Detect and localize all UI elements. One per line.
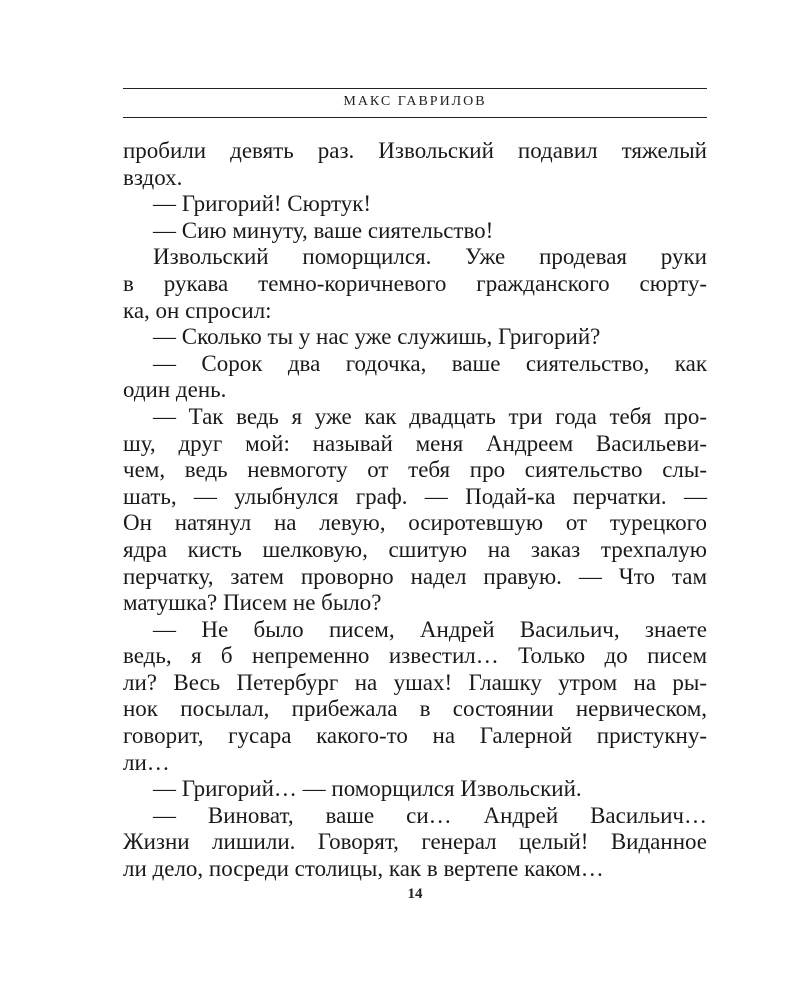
text-line: шать, — улыбнулся граф. — Подай-ка перчатки. — (123, 483, 707, 509)
text-line: пробили девять раз. Извольский подавил тяжелый (123, 138, 707, 163)
text-line: перчатку, затем проворно надел правую. — Что там (123, 563, 707, 589)
header-rule-top (123, 88, 707, 89)
text-line: шу, друг мой: называй меня Андреем Васильеви- (123, 430, 707, 456)
page-number: 14 (407, 886, 423, 902)
text-line: вздох. (123, 164, 183, 190)
text-line: — Виноват, ваше си… Андрей Васильич… (153, 802, 707, 828)
body-text (123, 138, 707, 883)
text-line: ка, он спросил: (123, 297, 272, 323)
text-line: ядра кисть шелковую, сшитую на заказ трехпалую (123, 536, 707, 562)
running-head: МАКС ГАВРИЛОВ (343, 94, 487, 109)
text-line: — Не было писем, Андрей Васильич, знаете (153, 616, 707, 642)
text-line: ли дело, посреди столицы, как в вертепе каком… (123, 856, 604, 882)
header-rule-bottom (123, 117, 707, 118)
text-line: в рукава темно-коричневого гражданского сюрту- (123, 270, 707, 296)
text-line: — Сорок два годочка, ваше сиятельство, как (153, 350, 707, 376)
text-line: матушка? Писем не было? (123, 590, 382, 616)
text-line: — Сколько ты у нас уже служишь, Григорий? (153, 324, 601, 350)
text-line: — Григорий! Сюртук! (153, 191, 372, 217)
text-line: говорит, гусара какого-то на Галерной пристукну- (123, 723, 707, 749)
text-line: Извольский поморщился. Уже продевая руки (153, 244, 707, 270)
text-line: Он натянул на левую, осиротевшую от турецкого (123, 510, 707, 536)
text-line: один день. (123, 377, 227, 403)
text-line: — Григорий… — поморщился Извольский. (153, 776, 582, 802)
text-line: ли? Весь Петербург на ушах! Глашку утром на ры- (123, 669, 707, 695)
text-line: — Сию минуту, ваше сиятельство! (153, 217, 494, 243)
text-line: нок посылал, прибежала в состоянии нервическом, (123, 696, 707, 722)
text-line: ли… (123, 749, 170, 775)
text-line: ведь, я б непременно известил… Только до писем (123, 643, 707, 669)
text-line: чем, ведь невмоготу от тебя про сиятельство слы- (123, 457, 707, 483)
text-line: — Так ведь я уже как двадцать три года тебя про- (153, 403, 707, 429)
text-line: Жизни лишили. Говорят, генерал целый! Виданное (123, 829, 707, 855)
